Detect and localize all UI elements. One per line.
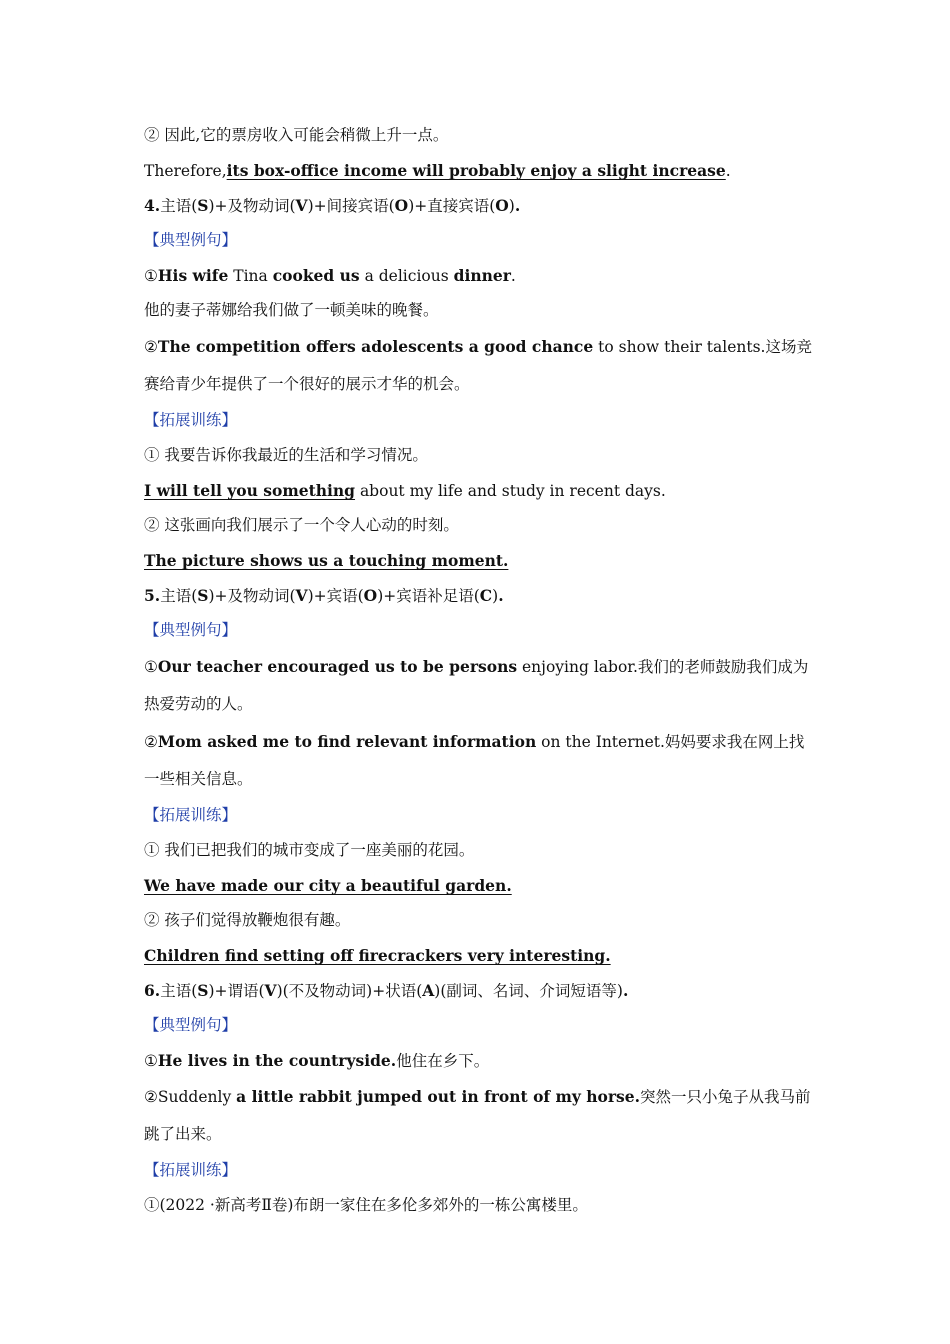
translation: 他的妻子蒂娜给我们做了一顿美味的晚餐。 bbox=[144, 301, 439, 319]
text-line: Therefore,its box-office income will probably enjoy a slight increase. bbox=[144, 161, 731, 180]
exercise-answer: We have made our city a beautiful garden. bbox=[144, 876, 512, 895]
section-heading: 6.主语(S)+谓语(V)(不及物动词)+状语(A)(副词、名词、介词短语等). bbox=[144, 981, 629, 1000]
example-sentence: ②Mom asked me to find relevant information on the Internet.妈妈要求我在网上找一些相关信息。 bbox=[144, 732, 805, 788]
section-heading: 4.主语(S)+及物动词(V)+间接宾语(O)+直接宾语(O). bbox=[144, 196, 521, 215]
exercise-prompt: ① 我们已把我们的城市变成了一座美丽的花园。 bbox=[144, 841, 475, 859]
tag-label: 【典型例句】 bbox=[144, 621, 238, 639]
example-sentence: ②The competition offers adolescents a good chance to show their talents.这场竞赛给青少年提供了一个很好的展示才华的机会。 bbox=[144, 337, 812, 393]
exercise-answer: Children find setting off firecrackers very interesting. bbox=[144, 946, 611, 965]
section-heading: 5.主语(S)+及物动词(V)+宾语(O)+宾语补足语(C). bbox=[144, 586, 504, 605]
document-page bbox=[144, 118, 814, 1223]
tag-label: 【拓展训练】 bbox=[144, 411, 238, 429]
example-sentence: ②Suddenly a little rabbit jumped out in front of my horse.突然一只小兔子从我马前跳了出来。 bbox=[144, 1087, 811, 1143]
exercise-prompt: ② 这张画向我们展示了一个令人心动的时刻。 bbox=[144, 516, 459, 534]
example-sentence: ①He lives in the countryside.他住在乡下。 bbox=[144, 1051, 490, 1070]
exercise-prompt: ① 我要告诉你我最近的生活和学习情况。 bbox=[144, 446, 428, 464]
text-line: ② 因此,它的票房收入可能会稍微上升一点。 bbox=[144, 126, 449, 144]
example-sentence: ①His wife Tina cooked us a delicious dinner. bbox=[144, 266, 516, 285]
tag-label: 【拓展训练】 bbox=[144, 806, 238, 824]
answer-underlined: its box-office income will probably enjoy a slight increase bbox=[226, 161, 726, 180]
example-sentence: ①Our teacher encouraged us to be persons enjoying labor.我们的老师鼓励我们成为热爱劳动的人。 bbox=[144, 657, 809, 713]
exercise-prompt: ② 孩子们觉得放鞭炮很有趣。 bbox=[144, 911, 351, 929]
tag-label: 【拓展训练】 bbox=[144, 1161, 238, 1179]
tag-label: 【典型例句】 bbox=[144, 231, 238, 249]
tag-label: 【典型例句】 bbox=[144, 1016, 238, 1034]
exercise-answer: The picture shows us a touching moment. bbox=[144, 551, 509, 570]
exercise-answer: I will tell you something about my life and study in recent days. bbox=[144, 481, 666, 500]
exercise-prompt: ①(2022 ·新高考Ⅱ卷)布朗一家住在多伦多郊外的一栋公寓楼里。 bbox=[144, 1196, 588, 1214]
